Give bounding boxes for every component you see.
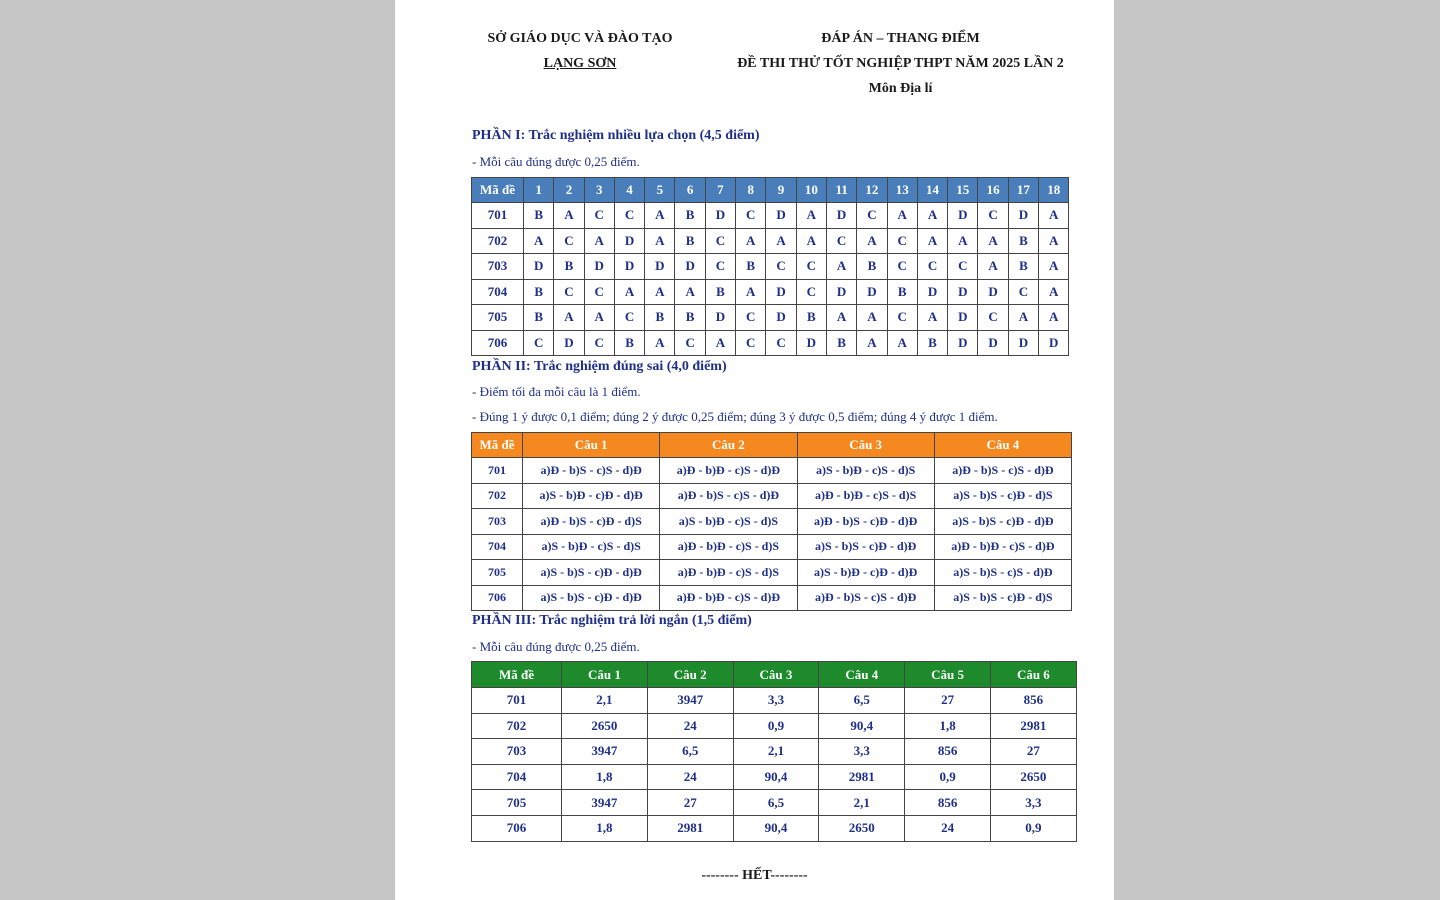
part1-answer-table (471, 177, 1069, 356)
table-row (472, 305, 1069, 331)
part3-header-cell: Câu 1 (562, 662, 648, 688)
answer-cell: D (614, 254, 644, 280)
exam-code-cell: 703 (472, 509, 523, 535)
answer-cell: 0,9 (990, 815, 1076, 841)
answer-cell: 6,5 (647, 739, 733, 765)
exam-code-cell: 704 (472, 764, 562, 790)
part3-header-cell: Mã đề (472, 662, 562, 688)
answer-cell: 24 (905, 815, 991, 841)
answer-cell: D (766, 305, 796, 331)
header-department-line1: SỞ GIÁO DỤC VÀ ĐÀO TẠO (487, 31, 673, 46)
answer-cell: 90,4 (733, 764, 819, 790)
answer-cell: D (1008, 203, 1038, 229)
part1-header-cell: 17 (1008, 178, 1038, 203)
part2-header-cell: Câu 1 (523, 433, 660, 458)
part1-header-cell: 6 (675, 178, 705, 203)
answer-cell: D (1008, 330, 1038, 356)
answer-cell: C (584, 330, 614, 356)
part1-header-row (472, 178, 1069, 203)
answer-cell: A (766, 228, 796, 254)
answer-cell: A (614, 279, 644, 305)
answer-cell: C (796, 279, 826, 305)
answer-cell: 90,4 (733, 815, 819, 841)
answer-cell: a)S - b)Đ - c)S - d)S (797, 458, 934, 484)
part1-header-cell: 2 (554, 178, 584, 203)
answer-cell: C (887, 228, 917, 254)
exam-code-cell: 701 (472, 203, 524, 229)
answer-cell: B (887, 279, 917, 305)
answer-cell: a)Đ - b)S - c)Đ - d)S (523, 509, 660, 535)
part2-note2: - Đúng 1 ý được 0,1 điểm; đúng 2 ý được 0,25 điểm; đúng 3 ý được 0,5 điểm; đúng 4 ý được 1 điểm. (472, 409, 998, 424)
answer-cell: D (645, 254, 675, 280)
answer-cell: A (705, 330, 735, 356)
answer-cell: A (887, 330, 917, 356)
answer-cell: a)Đ - b)Đ - c)S - d)S (660, 534, 797, 560)
answer-cell: A (796, 203, 826, 229)
answer-cell: C (584, 203, 614, 229)
answer-cell: B (554, 254, 584, 280)
exam-code-cell: 706 (472, 815, 562, 841)
part1-header-cell: 15 (948, 178, 978, 203)
answer-cell: A (857, 330, 887, 356)
answer-cell: C (917, 254, 947, 280)
part1-header-cell: 16 (978, 178, 1008, 203)
answer-cell: A (584, 305, 614, 331)
answer-cell: a)Đ - b)S - c)S - d)Đ (797, 585, 934, 611)
answer-cell: C (857, 203, 887, 229)
answer-cell: a)S - b)Đ - c)Đ - d)Đ (797, 560, 934, 586)
answer-cell: B (1008, 228, 1038, 254)
answer-cell: C (736, 330, 766, 356)
answer-cell: D (978, 279, 1008, 305)
answer-cell: C (1008, 279, 1038, 305)
answer-cell: 24 (647, 713, 733, 739)
answer-cell: a)S - b)S - c)Đ - d)S (934, 585, 1071, 611)
answer-cell: a)Đ - b)Đ - c)S - d)Đ (660, 458, 797, 484)
answer-cell: 856 (990, 688, 1076, 714)
answer-cell: D (796, 330, 826, 356)
answer-cell: A (645, 203, 675, 229)
answer-cell: B (614, 330, 644, 356)
answer-cell: D (857, 279, 887, 305)
part2-header-cell: Câu 2 (660, 433, 797, 458)
answer-cell: C (705, 228, 735, 254)
part1-title: PHẦN I: Trắc nghiệm nhiều lựa chọn (4,5 điểm) (472, 128, 760, 143)
part1-note: - Mỗi câu đúng được 0,25 điểm. (472, 154, 640, 169)
exam-code-cell: 702 (472, 713, 562, 739)
part3-header-cell: Câu 3 (733, 662, 819, 688)
answer-cell: 27 (990, 739, 1076, 765)
part1-header-cell: 3 (584, 178, 614, 203)
answer-cell: A (917, 203, 947, 229)
answer-cell: C (736, 305, 766, 331)
answer-cell: a)Đ - b)Đ - c)S - d)S (660, 560, 797, 586)
answer-cell: D (675, 254, 705, 280)
part3-header-cell: Câu 4 (819, 662, 905, 688)
answer-cell: A (645, 279, 675, 305)
answer-cell: a)Đ - b)S - c)S - d)Đ (934, 458, 1071, 484)
part3-header-cell: Câu 2 (647, 662, 733, 688)
table-row (472, 764, 1077, 790)
answer-cell: A (736, 228, 766, 254)
answer-cell: 2650 (990, 764, 1076, 790)
answer-cell: 3,3 (733, 688, 819, 714)
answer-cell: A (1039, 279, 1069, 305)
table-row (472, 458, 1072, 484)
answer-cell: D (584, 254, 614, 280)
answer-cell: 3947 (647, 688, 733, 714)
answer-cell: a)Đ - b)S - c)S - d)Đ (523, 458, 660, 484)
answer-cell: A (1039, 228, 1069, 254)
answer-cell: A (1039, 203, 1069, 229)
table-row (472, 228, 1069, 254)
end-marker: -------- HẾT-------- (701, 868, 808, 883)
answer-cell: B (524, 305, 554, 331)
part2-header-row (472, 433, 1072, 458)
answer-cell: A (645, 330, 675, 356)
answer-cell: A (978, 254, 1008, 280)
answer-cell: a)S - b)S - c)Đ - d)Đ (797, 534, 934, 560)
answer-cell: A (857, 305, 887, 331)
answer-cell: B (736, 254, 766, 280)
header-exam-info (713, 26, 1088, 101)
exam-code-cell: 702 (472, 228, 524, 254)
answer-cell: B (1008, 254, 1038, 280)
header-department-line2: LẠNG SƠN (543, 56, 617, 71)
answer-cell: D (614, 228, 644, 254)
answer-cell: D (1039, 330, 1069, 356)
part3-title: PHẦN III: Trắc nghiệm trả lời ngắn (1,5 điểm) (472, 613, 752, 628)
part3-answer-table (471, 661, 1077, 842)
part3-header-row (472, 662, 1077, 688)
answer-cell: D (917, 279, 947, 305)
answer-cell: a)S - b)Đ - c)Đ - d)Đ (523, 483, 660, 509)
answer-cell: B (917, 330, 947, 356)
table-row (472, 279, 1069, 305)
exam-code-cell: 703 (472, 254, 524, 280)
part1-header-cell: 8 (736, 178, 766, 203)
part1-header-cell: 13 (887, 178, 917, 203)
answer-cell: B (826, 330, 856, 356)
exam-code-cell: 706 (472, 330, 524, 356)
answer-cell: 856 (905, 790, 991, 816)
part1-header-cell: 14 (917, 178, 947, 203)
exam-code-cell: 704 (472, 279, 524, 305)
part1-header-cell: 4 (614, 178, 644, 203)
answer-cell: C (524, 330, 554, 356)
answer-cell: A (1039, 254, 1069, 280)
answer-cell: B (705, 279, 735, 305)
answer-cell: A (524, 228, 554, 254)
answer-cell: A (948, 228, 978, 254)
answer-cell: A (584, 228, 614, 254)
exam-code-cell: 704 (472, 534, 523, 560)
part1-header-cell: 9 (766, 178, 796, 203)
answer-cell: 90,4 (819, 713, 905, 739)
answer-cell: A (645, 228, 675, 254)
answer-cell: C (826, 228, 856, 254)
exam-code-cell: 702 (472, 483, 523, 509)
answer-cell: D (948, 203, 978, 229)
answer-cell: a)S - b)Đ - c)S - d)S (523, 534, 660, 560)
answer-cell: a)S - b)S - c)Đ - d)Đ (934, 509, 1071, 535)
answer-cell: 24 (647, 764, 733, 790)
answer-cell: A (917, 305, 947, 331)
exam-code-cell: 705 (472, 560, 523, 586)
answer-cell: D (978, 330, 1008, 356)
answer-cell: 3947 (562, 790, 648, 816)
answer-cell: 2,1 (819, 790, 905, 816)
table-row (472, 790, 1077, 816)
part1-header-cell: Mã đề (472, 178, 524, 203)
answer-cell: C (978, 305, 1008, 331)
answer-cell: 3,3 (819, 739, 905, 765)
answer-cell: C (796, 254, 826, 280)
answer-cell: D (826, 279, 856, 305)
answer-cell: D (766, 203, 796, 229)
answer-cell: a)S - b)S - c)Đ - d)S (934, 483, 1071, 509)
part1-header-cell: 11 (826, 178, 856, 203)
answer-cell: 6,5 (819, 688, 905, 714)
answer-cell: C (554, 228, 584, 254)
answer-cell: C (584, 279, 614, 305)
table-row (472, 739, 1077, 765)
part3-body (472, 688, 1077, 842)
answer-cell: 2981 (819, 764, 905, 790)
answer-cell: C (978, 203, 1008, 229)
answer-cell: 0,9 (733, 713, 819, 739)
answer-cell: a)Đ - b)S - c)S - d)Đ (660, 483, 797, 509)
answer-cell: A (887, 203, 917, 229)
answer-cell: B (675, 228, 705, 254)
answer-cell: A (796, 228, 826, 254)
part2-note1: - Điểm tối đa mỗi câu là 1 điểm. (472, 384, 641, 399)
exam-code-cell: 706 (472, 585, 523, 611)
answer-cell: A (736, 279, 766, 305)
part2-header-cell: Câu 4 (934, 433, 1071, 458)
part1-header-cell: 18 (1039, 178, 1069, 203)
answer-cell: D (524, 254, 554, 280)
answer-cell: C (675, 330, 705, 356)
answer-cell: D (826, 203, 856, 229)
answer-cell: a)S - b)Đ - c)S - d)S (660, 509, 797, 535)
answer-cell: a)Đ - b)Đ - c)S - d)Đ (660, 585, 797, 611)
answer-cell: 1,8 (562, 764, 648, 790)
answer-cell: D (948, 279, 978, 305)
table-row (472, 203, 1069, 229)
answer-cell: C (614, 305, 644, 331)
answer-cell: A (978, 228, 1008, 254)
answer-cell: a)S - b)S - c)Đ - d)Đ (523, 585, 660, 611)
answer-cell: B (524, 203, 554, 229)
answer-cell: 3,3 (990, 790, 1076, 816)
part2-header-cell: Mã đề (472, 433, 523, 458)
answer-cell: 2,1 (562, 688, 648, 714)
part1-body (472, 203, 1069, 356)
part2-body (472, 458, 1072, 611)
part1-header-cell: 7 (705, 178, 735, 203)
answer-cell: A (826, 305, 856, 331)
answer-cell: C (554, 279, 584, 305)
answer-cell: B (857, 254, 887, 280)
part1-header-cell: 5 (645, 178, 675, 203)
answer-cell: D (948, 305, 978, 331)
answer-cell: B (524, 279, 554, 305)
answer-cell: A (826, 254, 856, 280)
answer-cell: C (948, 254, 978, 280)
answer-cell: 2981 (647, 815, 733, 841)
answer-cell: A (554, 203, 584, 229)
answer-cell: A (917, 228, 947, 254)
exam-code-cell: 701 (472, 688, 562, 714)
answer-cell: D (948, 330, 978, 356)
answer-cell: a)Đ - b)S - c)Đ - d)Đ (797, 509, 934, 535)
answer-cell: B (796, 305, 826, 331)
answer-cell: A (554, 305, 584, 331)
answer-cell: 6,5 (733, 790, 819, 816)
answer-cell: B (645, 305, 675, 331)
table-row (472, 815, 1077, 841)
document-page (395, 0, 1114, 900)
answer-cell: D (554, 330, 584, 356)
header-department (465, 26, 695, 76)
answer-cell: D (705, 305, 735, 331)
answer-cell: a)S - b)S - c)Đ - d)Đ (523, 560, 660, 586)
answer-cell: 1,8 (562, 815, 648, 841)
part1-header-cell: 10 (796, 178, 826, 203)
table-row (472, 330, 1069, 356)
answer-cell: 3947 (562, 739, 648, 765)
part2-header-cell: Câu 3 (797, 433, 934, 458)
answer-cell: A (857, 228, 887, 254)
answer-cell: 27 (905, 688, 991, 714)
answer-cell: C (887, 254, 917, 280)
answer-cell: C (766, 254, 796, 280)
answer-cell: C (766, 330, 796, 356)
table-row (472, 585, 1072, 611)
answer-cell: A (675, 279, 705, 305)
answer-cell: C (887, 305, 917, 331)
answer-cell: a)Đ - b)Đ - c)S - d)Đ (934, 534, 1071, 560)
part2-answer-table (471, 432, 1072, 611)
answer-cell: 2650 (819, 815, 905, 841)
part3-note: - Mỗi câu đúng được 0,25 điểm. (472, 639, 640, 654)
exam-code-cell: 703 (472, 739, 562, 765)
answer-cell: 2981 (990, 713, 1076, 739)
answer-cell: 27 (647, 790, 733, 816)
table-row (472, 560, 1072, 586)
header-subject: Môn Địa lí (868, 81, 933, 96)
answer-cell: 856 (905, 739, 991, 765)
answer-cell: D (705, 203, 735, 229)
answer-cell: a)Đ - b)Đ - c)S - d)S (797, 483, 934, 509)
answer-cell: A (1039, 305, 1069, 331)
part2-title: PHẦN II: Trắc nghiệm đúng sai (4,0 điểm) (472, 359, 727, 374)
part3-header-cell: Câu 5 (905, 662, 991, 688)
table-row (472, 254, 1069, 280)
part1-header-cell: 12 (857, 178, 887, 203)
answer-cell: C (705, 254, 735, 280)
exam-code-cell: 705 (472, 790, 562, 816)
answer-cell: C (614, 203, 644, 229)
table-row (472, 688, 1077, 714)
answer-cell: 1,8 (905, 713, 991, 739)
answer-cell: 0,9 (905, 764, 991, 790)
answer-cell: B (675, 305, 705, 331)
answer-cell: B (675, 203, 705, 229)
exam-code-cell: 705 (472, 305, 524, 331)
answer-cell: a)S - b)S - c)S - d)Đ (934, 560, 1071, 586)
answer-cell: C (736, 203, 766, 229)
header-answer-title: ĐÁP ÁN – THANG ĐIỂM (821, 31, 980, 46)
answer-cell: 2650 (562, 713, 648, 739)
answer-cell: A (1008, 305, 1038, 331)
exam-code-cell: 701 (472, 458, 523, 484)
answer-cell: D (766, 279, 796, 305)
table-row (472, 713, 1077, 739)
part3-header-cell: Câu 6 (990, 662, 1076, 688)
header-exam-title: ĐỀ THI THỬ TỐT NGHIỆP THPT NĂM 2025 LẦN 2 (737, 56, 1064, 71)
answer-cell: 2,1 (733, 739, 819, 765)
table-row (472, 509, 1072, 535)
part1-header-cell: 1 (524, 178, 554, 203)
table-row (472, 534, 1072, 560)
table-row (472, 483, 1072, 509)
